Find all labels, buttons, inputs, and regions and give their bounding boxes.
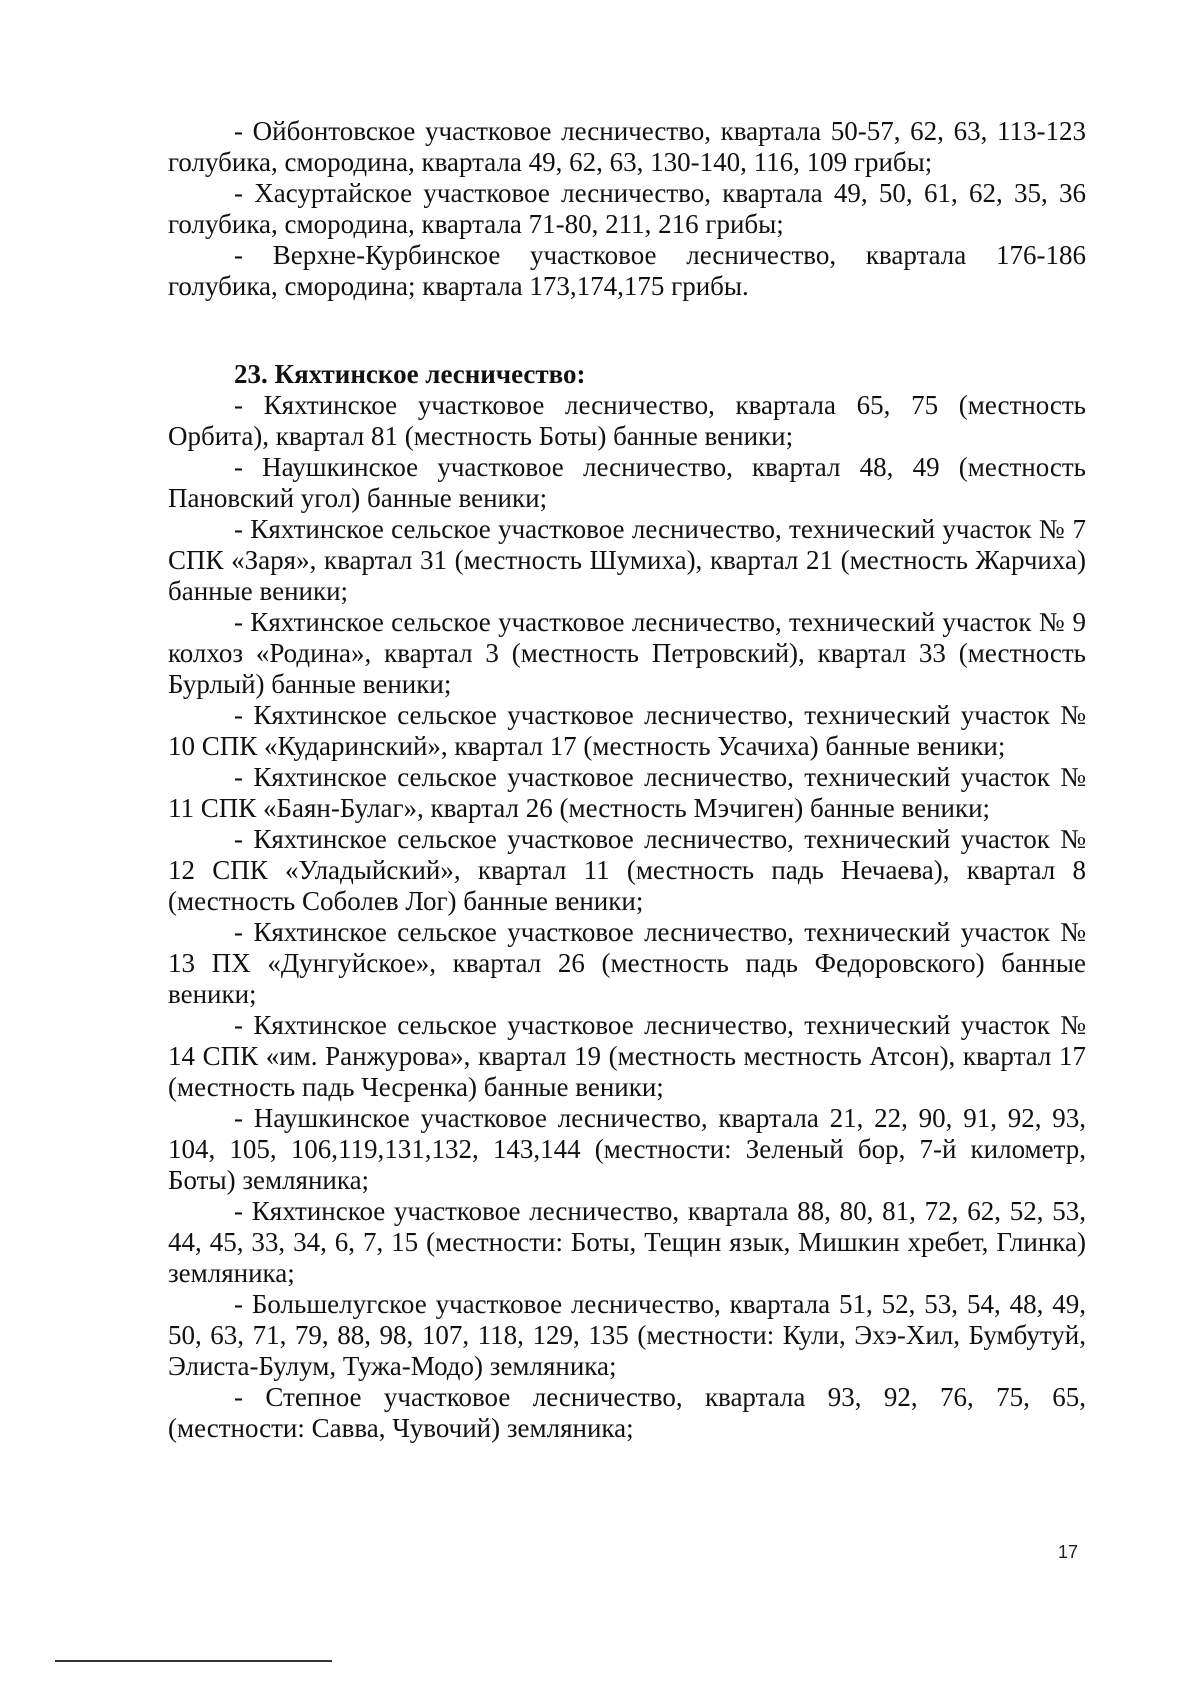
section-heading: 23. Кяхтинское лесничество: <box>234 359 586 389</box>
paragraph-oibontovskoe: - Ойбонтовское участковое лесничество, квартала 50-57, 62, 63, 113-123 голубика, смородина, квартала 49, 62, 63, 130-140, 116, 109 грибы; <box>168 116 1086 177</box>
page-number: 17 <box>1058 1542 1079 1562</box>
paragraph-naushkinskoe-panovsky: - Наушкинское участковое лесничество, квартал 48, 49 (местность Пановский угол) банные веники; <box>168 452 1086 513</box>
paragraph-bolshelugskoe-zemlyanika: - Большелугское участковое лесничество, квартала 51, 52, 53, 54, 48, 49, 50, 63, 71, 79, 88, 98, 107, 118, 129, 135 (местности: Кули, Эхэ-Хил, Бумбутуй, Элиста-Булум, Тужа-Модо) земляника; <box>168 1289 1086 1381</box>
paragraph-naushkinskoe-zemlyanika: - Наушкинское участковое лесничество, квартала 21, 22, 90, 91, 92, 93, 104, 105, 106,119,131,132, 143,144 (местности: Зеленый бор, 7-й километр, Боты) земляника; <box>168 1103 1086 1195</box>
paragraph-technical-site-7: - Кяхтинское сельское участковое лесничество, технический участок № 7 СПК «Заря», квартал 31 (местность Шумиха), квартал 21 (местность Жарчиха) банные веники; <box>168 514 1086 606</box>
paragraph-kyakhtinskoe-orbita: - Кяхтинское участковое лесничество, квартала 65, 75 (местность Орбита), квартал 81 (местность Боты) банные веники; <box>168 390 1086 451</box>
paragraph-khasurtaiskoe: - Хасуртайское участковое лесничество, квартала 49, 50, 61, 62, 35, 36 голубика, смородина, квартала 71-80, 211, 216 грибы; <box>168 178 1086 239</box>
paragraph-technical-site-12: - Кяхтинское сельское участковое лесничество, технический участок № 12 СПК «Уладыйский», квартал 11 (местность падь Нечаева), квартал 8 (местность Соболев Лог) банные веники; <box>168 824 1086 916</box>
paragraph-verkhne-kurbinskoe: - Верхне-Курбинское участковое лесничество, квартала 176-186 голубика, смородина; квартала 173,174,175 грибы. <box>168 240 1086 301</box>
paragraph-technical-site-9: - Кяхтинское сельское участковое лесничество, технический участок № 9 колхоз «Родина», квартал 3 (местность Петровский), квартал 33 (местность Бурлый) банные веники; <box>168 607 1086 699</box>
paragraph-technical-site-13: - Кяхтинское сельское участковое лесничество, технический участок № 13 ПХ «Дунгуйское», квартал 26 (местность падь Федоровского) банные веники; <box>168 917 1086 1009</box>
intro-text-block <box>168 116 1086 302</box>
section-23-block <box>168 359 1086 1444</box>
paragraph-technical-site-14: - Кяхтинское сельское участковое лесничество, технический участок № 14 СПК «им. Ранжурова», квартал 19 (местность местность Атсон), квартал 17 (местность падь Чесренка) банные веники; <box>168 1010 1086 1102</box>
paragraph-stepnoe-zemlyanika: - Степное участковое лесничество, квартала 93, 92, 76, 75, 65, (местности: Савва, Чувочий) земляника; <box>168 1382 1086 1443</box>
paragraph-kyakhtinskoe-zemlyanika: - Кяхтинское участковое лесничество, квартала 88, 80, 81, 72, 62, 52, 53, 44, 45, 33, 34, 6, 7, 15 (местности: Боты, Тещин язык, Мишкин хребет, Глинка) земляника; <box>168 1196 1086 1288</box>
paragraph-technical-site-11: - Кяхтинское сельское участковое лесничество, технический участок № 11 СПК «Баян-Булаг», квартал 26 (местность Мэчиген) банные веники; <box>168 762 1086 823</box>
footer-divider <box>55 1660 332 1662</box>
paragraph-technical-site-10: - Кяхтинское сельское участковое лесничество, технический участок № 10 СПК «Кударинский», квартал 17 (местность Усачиха) банные веники; <box>168 700 1086 761</box>
